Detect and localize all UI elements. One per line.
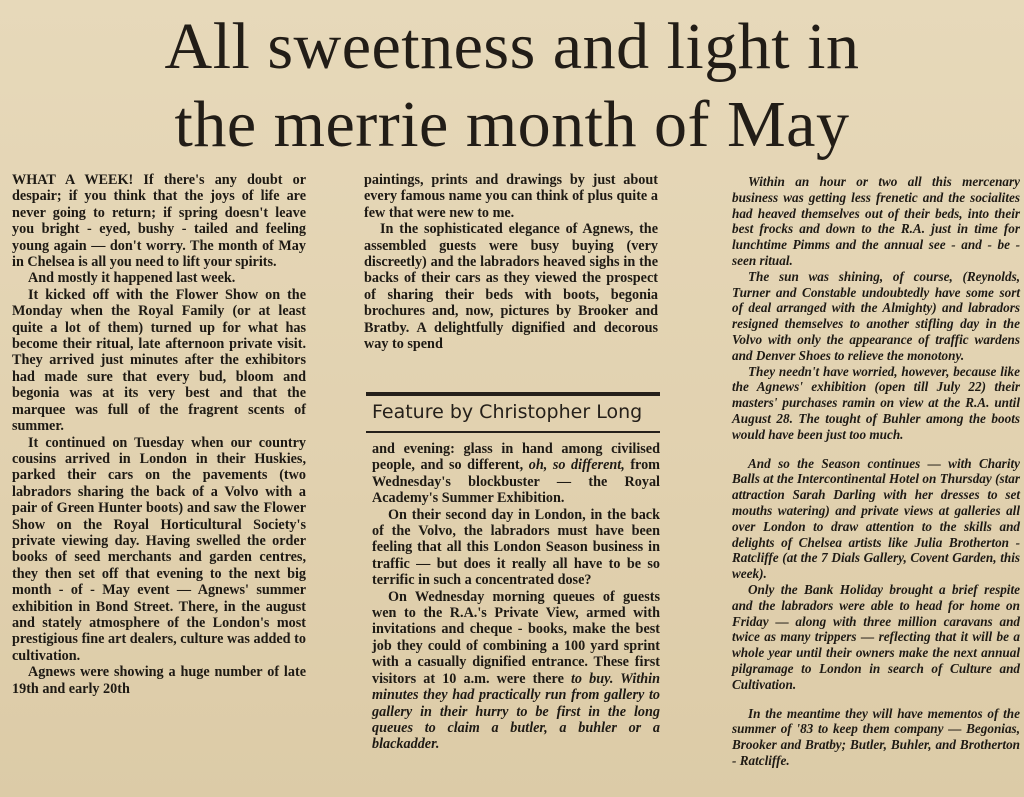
paragraph: They needn't have worried, however, because like the Agnews' exhibition (open till July 22) their masters' purchases ramin on view at the R.A. until August 28. The tought of Buhler among the boots would have been just too much. <box>732 363 1020 442</box>
byline-box <box>366 392 660 433</box>
paragraph: paintings, prints and drawings by just about every famous name you can think of plus quite a few that were new to me. <box>364 172 658 221</box>
article-column-2-bottom <box>372 441 660 753</box>
paragraph: Within an hour or two all this mercenary business was getting less frenetic and the socialites had heaved themselves out of their beds, into their best frocks and down to the R.A. just in time for lunchtime Pimms and the annual see - and - be - seen ritual. <box>732 174 1020 268</box>
paragraph: On their second day in London, in the back of the Volvo, the labradors must have been feeling that all this London Season business in traffic — but does it really all have to be so terrific in such a concentrated dose? <box>372 506 660 589</box>
paragraph: It continued on Tuesday when our country cousins arrived in London in their Huskies, parked their cars on the pavements (two labradors sharing the back of a Volvo with a pair of Green Hunter boots) and saw the Flower Show on the Royal Horticultural Society's private viewing day. Having swelled the order books of seed merchants and garden centres, they then set off that evening to the next big month - of - May event — Agnews' summer exhibition in Bond Street. There, in the august and stately atmosphere of the London's most prestigious fine art dealers, culture was added to cultivation. <box>12 434 306 664</box>
headline-line-2: the merrie month of May <box>174 88 850 161</box>
article-column-3 <box>732 174 1020 769</box>
paragraph: On Wednesday morning queues of guests wen to the R.A.'s Private View, armed with invitations and cheque - books, make the best job they could of combining a 100 yard sprint with a casually dignified entrance. These first visitors at 10 a.m. were there to buy. Within minutes they had practically run from gallery to gallery in their hurry to be first in the long queues to claim a butler, a buhler or a blackadder. <box>372 588 660 753</box>
article-column-1 <box>12 172 306 697</box>
paragraph: In the meantime they will have mementos of the summer of '83 to keep them company — Begonias, Brooker and Bratby; Butler, Buhler, and Brotherton - Ratcliffe. <box>732 705 1020 768</box>
lead-in: WHAT A WEEK! <box>12 172 134 188</box>
headline <box>0 8 1024 164</box>
paragraph-gap <box>732 443 1020 456</box>
paragraph: It kicked off with the Flower Show on the Monday when the Royal Family (or at least quite a lot of them) turned up for what has become their ritual, late afternoon private visit. They arrived just minutes after the exhibitors had made sure that every bud, bloom and begonia was at its very best and that the marquee was full of the fragrent scents of summer. <box>12 286 306 435</box>
headline-line-1: All sweetness and light in <box>164 10 860 83</box>
paragraph-gap <box>732 693 1020 706</box>
paragraph: In the sophisticated elegance of Agnews, the assembled guests were busy buying (very discreetly) and the labradors heaved sighs in the backs of their cars as they viewed the prospect of sharing their beds with boots, begonia brochures and, now, pictures by Brooker and Bratby. A delightfully dignified and decorous way to spend <box>364 221 658 353</box>
paragraph: and evening: glass in hand among civilised people, and so different, oh, so different, from Wednesday's blockbuster — the Royal Academy's Summer Exhibition. <box>372 441 661 507</box>
paragraph: Agnews were showing a huge number of late 19th and early 20th <box>12 664 306 697</box>
paragraph: Only the Bank Holiday brought a brief respite and the labradors were able to head for home on Friday — along with three million caravans and twice as many trippers — reflecting that it will be a whole year until their owners make the next annual pilgramage to London in search of Culture and Cultivation. <box>732 581 1020 692</box>
article-column-2-top <box>364 172 658 352</box>
paragraph: The sun was shining, of course, (Reynolds, Turner and Constable undoubtedly have some sort of deal arranged with the Almighty) and labradors resigned themselves to another stifling day in the Volvo with only the appearance of traffic wardens and Denver Shoes to relieve the monotony. <box>732 268 1020 363</box>
paragraph: And mostly it happened last week. <box>28 270 236 287</box>
paragraph: And so the Season continues — with Charity Balls at the Intercontinental Hotel on Thursday (star attraction Sarah Darling with her dresses to set mouths watering) and private views at galleries all over London to draw attention to the skills and delights of Chelsea artists like Julia Brotherton - Ratcliffe (at the 7 Dials Gallery, Covent Garden, this week). <box>732 455 1020 582</box>
byline: Feature by Christopher Long <box>372 401 643 423</box>
paragraph: WHAT A WEEK! If there's any doubt or despair; if you think that the joys of life are never going to return; if spring doesn't leave you bright - eyed, bushy - tailed and feeling young again — don't worry. The month of May in Chelsea is all you need to lift your spirits. <box>12 172 306 271</box>
